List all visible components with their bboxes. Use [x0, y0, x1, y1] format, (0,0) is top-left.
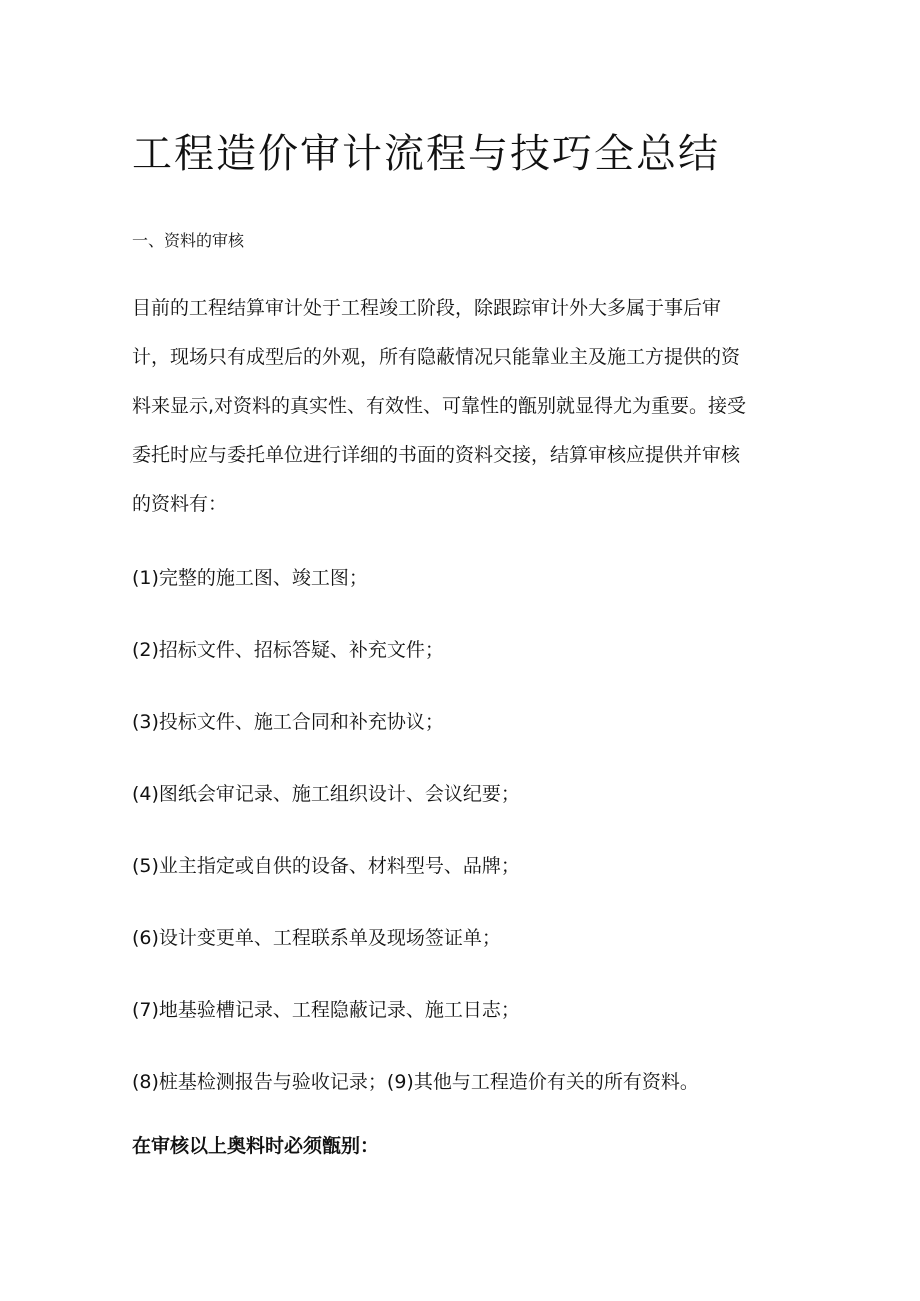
list-item: (2)招标文件、招标答疑、补充文件； — [132, 639, 444, 661]
intro-paragraph — [132, 288, 782, 533]
closing-line: 在审核以上奥料时必须甑别： — [132, 1135, 380, 1157]
list-item: (5)业主指定或自供的设备、材料型号、品牌； — [132, 855, 520, 877]
intro-line: 目前的工程结算审计处于工程竣工阶段，除跟踪审计外大多属于事后审 — [132, 297, 722, 319]
list-item: (8)桩基检测报告与验收记录；(9)其他与工程造价有关的所有资料。 — [132, 1071, 699, 1093]
section-heading: 一、资料的审核 — [132, 231, 245, 250]
list-item: (6)设计变更单、工程联系单及现场签证单； — [132, 927, 501, 949]
intro-line: 料来显示,对资料的真实性、有效性、可靠性的甑别就显得尤为重要。接受 — [132, 395, 747, 417]
list-item: (7)地基验槽记录、工程隐蔽记录、施工日志； — [132, 999, 520, 1021]
document-title: 工程造价审计流程与技巧全总结 — [132, 131, 720, 177]
list-item: (1)完整的施工图、竣工图； — [132, 567, 368, 589]
list-item: (4)图纸会审记录、施工组织设计、会议纪要； — [132, 783, 520, 805]
intro-line: 委托时应与委托单位进行详细的书面的资料交接，结算审核应提供并审核 — [132, 444, 741, 466]
materials-list — [132, 556, 699, 1132]
intro-line: 的资料有： — [132, 493, 228, 515]
list-item: (3)投标文件、施工合同和补充协议； — [132, 711, 444, 733]
intro-line: 计，现场只有成型后的外观，所有隐蔽情况只能靠业主及施工方提供的资 — [132, 346, 741, 368]
